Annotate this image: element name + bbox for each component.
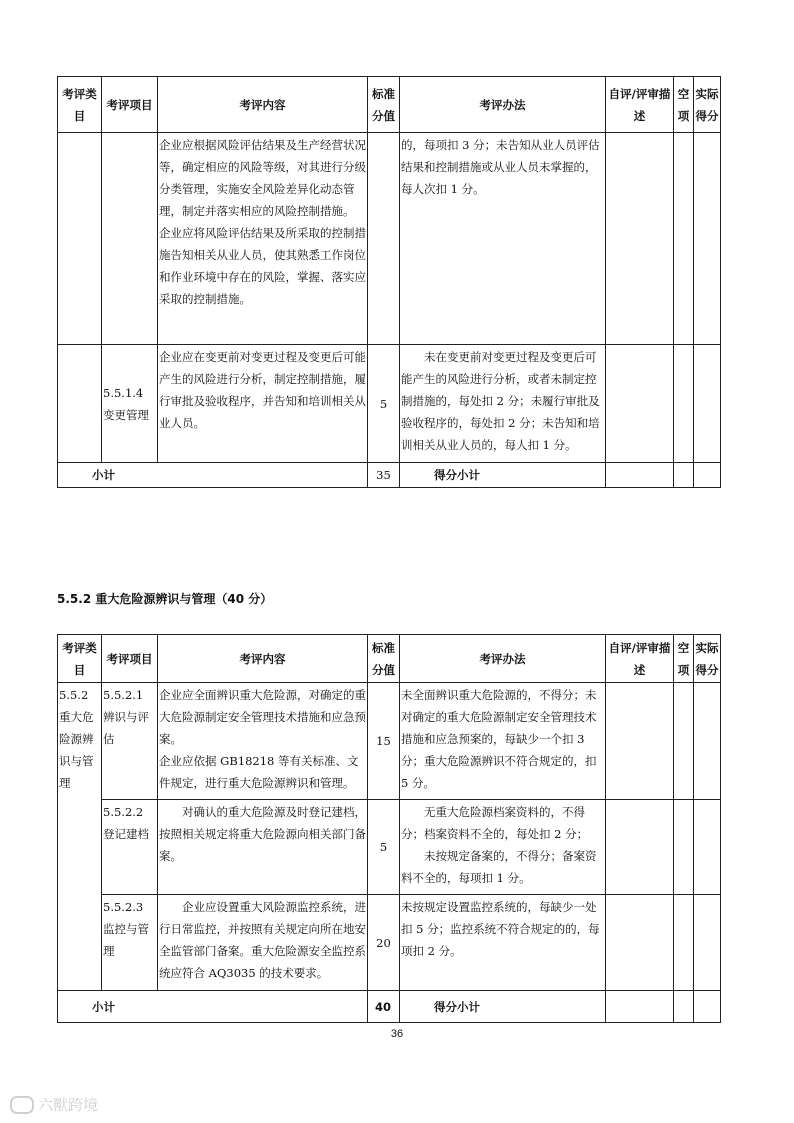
category-cell [58, 133, 102, 345]
method-cell [400, 683, 606, 800]
actual-score-cell [694, 800, 721, 895]
category-cell: 5.5.2 重大危险源辨识与管理 [58, 683, 102, 991]
item-cell: 5.5.1.4 变更管理 [102, 345, 158, 463]
empty-cell [674, 133, 694, 345]
content-cell [158, 683, 368, 800]
table-header-row [58, 77, 721, 133]
content-paragraph: 对确认的重大危险源及时登记建档，按照相关规定将重大危险源向相关部门备案。 [159, 805, 366, 863]
content-paragraph: 企业应将风险评估结果及所采取的控制措施告知相关从业人员，使其熟悉工作岗位和作业环境中存在的风险，掌握、落实应采取的控制措施。 [159, 226, 366, 306]
table-row [58, 800, 721, 895]
subtotal-score: 35 [368, 463, 400, 488]
content-cell [158, 895, 368, 991]
subtotal-row [58, 991, 721, 1023]
score-cell: 15 [368, 683, 400, 800]
method-cell [400, 895, 606, 991]
header-item: 考评项目 [102, 77, 158, 133]
item-cell: 5.5.2.3 监控与管理 [102, 895, 158, 991]
self-eval-cell [606, 991, 674, 1023]
header-self-eval: 自评/评审描述 [606, 635, 674, 683]
actual-score-cell [694, 895, 721, 991]
header-item: 考评项目 [102, 635, 158, 683]
score-cell: 5 [368, 345, 400, 463]
self-eval-cell [606, 895, 674, 991]
watermark-text: 六獸跨境 [38, 1096, 99, 1114]
self-eval-cell [606, 800, 674, 895]
actual-score-cell [694, 991, 721, 1023]
method-cell: 未在变更前对变更过程及变更后可能产生的风险进行分析，或者未制定控制措施的，每处扣 2 分；未履行审批及验收程序的，每处扣 2 分；未告知和培训相关从业人员的，每人扣 1 分。 [400, 345, 606, 463]
content-cell [158, 800, 368, 895]
table-row [58, 133, 721, 345]
method-cell: 的，每项扣 3 分；未告知从业人员评估结果和控制措施或从业人员未掌握的，每人次扣 1 分。 [400, 133, 606, 345]
table-row [58, 345, 721, 463]
category-cell [58, 345, 102, 463]
actual-score-cell [694, 463, 721, 488]
content-paragraph: 企业应全面辨识重大危险源，对确定的重大危险源制定安全管理技术措施和应急预案。 [159, 688, 366, 746]
content-paragraph: 企业应设置重大风险源监控系统，进行日常监控，并按照有关规定向所在地安全监管部门备案。重大危险源安全监控系统应符合 AQ3035 的技术要求。 [159, 900, 366, 980]
method-paragraph: 无重大危险源档案资料的，不得分；档案资料不全的，每处扣 2 分； [401, 805, 589, 841]
score-cell [368, 133, 400, 345]
subtotal-label: 小计 [58, 463, 368, 488]
header-method: 考评办法 [400, 635, 606, 683]
self-eval-cell [606, 345, 674, 463]
item-cell [102, 133, 158, 345]
item-cell: 5.5.2.1 辨识与评估 [102, 683, 158, 800]
empty-cell [674, 463, 694, 488]
header-method: 考评办法 [400, 77, 606, 133]
page-number: 36 [390, 1028, 404, 1040]
method-paragraph: 未全面辨识重大危险源的，不得分；未对确定的重大危险源制定安全管理技术措施和应急预案的，每缺少一个扣 3 分；重大危险源辨识不符合规定的，扣 5 分。 [401, 688, 597, 790]
header-self-eval: 自评/评审描述 [606, 77, 674, 133]
header-category: 考评类目 [58, 635, 102, 683]
content-paragraph: 企业应根据风险评估结果及生产经营状况等，确定相应的风险等级，对其进行分级分类管理，实施安全风险差异化动态管理，制定并落实相应的风险控制措施。 [159, 138, 366, 218]
score-cell: 20 [368, 895, 400, 991]
method-paragraph: 未按规定备案的，不得分；备案资料不全的，每项扣 1 分。 [401, 849, 597, 885]
subtotal-row [58, 463, 721, 488]
empty-cell [674, 991, 694, 1023]
evaluation-table-2 [57, 634, 721, 1023]
score-subtotal-label: 得分小计 [400, 463, 606, 488]
empty-cell [674, 800, 694, 895]
empty-cell [674, 895, 694, 991]
subtotal-label: 小计 [58, 991, 368, 1023]
section-title: 5.5.2 重大危险源辨识与管理（40 分） [57, 592, 273, 606]
content-cell [158, 345, 368, 463]
header-score: 标准分值 [368, 635, 400, 683]
empty-cell [674, 345, 694, 463]
content-cell [158, 133, 368, 345]
evaluation-table-1 [57, 76, 721, 488]
table-row [58, 683, 721, 800]
actual-score-cell [694, 133, 721, 345]
watermark [10, 1094, 98, 1115]
item-cell: 5.5.2.2 登记建档 [102, 800, 158, 895]
header-content: 考评内容 [158, 635, 368, 683]
score-subtotal-label: 得分小计 [400, 991, 606, 1023]
score-cell: 5 [368, 800, 400, 895]
watermark-logo-icon [10, 1096, 34, 1114]
table-row [58, 895, 721, 991]
subtotal-score: 40 [368, 991, 400, 1023]
actual-score-cell [694, 683, 721, 800]
method-paragraph: 未按规定设置监控系统的，每缺少一处扣 5 分；监控系统不符合规定的的，每项扣 2 分。 [401, 900, 600, 958]
method-cell [400, 800, 606, 895]
content-paragraph: 企业应在变更前对变更过程及变更后可能产生的风险进行分析，制定控制措施，履行审批及验收程序，并告知和培训相关从业人员。 [159, 350, 366, 430]
self-eval-cell [606, 463, 674, 488]
table-header-row [58, 635, 721, 683]
content-paragraph: 企业应依据 GB18218 等有关标准、文件规定，进行重大危险源辨识和管理。 [159, 754, 359, 790]
header-actual: 实际得分 [694, 77, 721, 133]
header-empty: 空项 [674, 635, 694, 683]
header-score: 标准分值 [368, 77, 400, 133]
header-category: 考评类目 [58, 77, 102, 133]
header-content: 考评内容 [158, 77, 368, 133]
header-empty: 空项 [674, 77, 694, 133]
header-actual: 实际得分 [694, 635, 721, 683]
self-eval-cell [606, 133, 674, 345]
empty-cell [674, 683, 694, 800]
self-eval-cell [606, 683, 674, 800]
actual-score-cell [694, 345, 721, 463]
